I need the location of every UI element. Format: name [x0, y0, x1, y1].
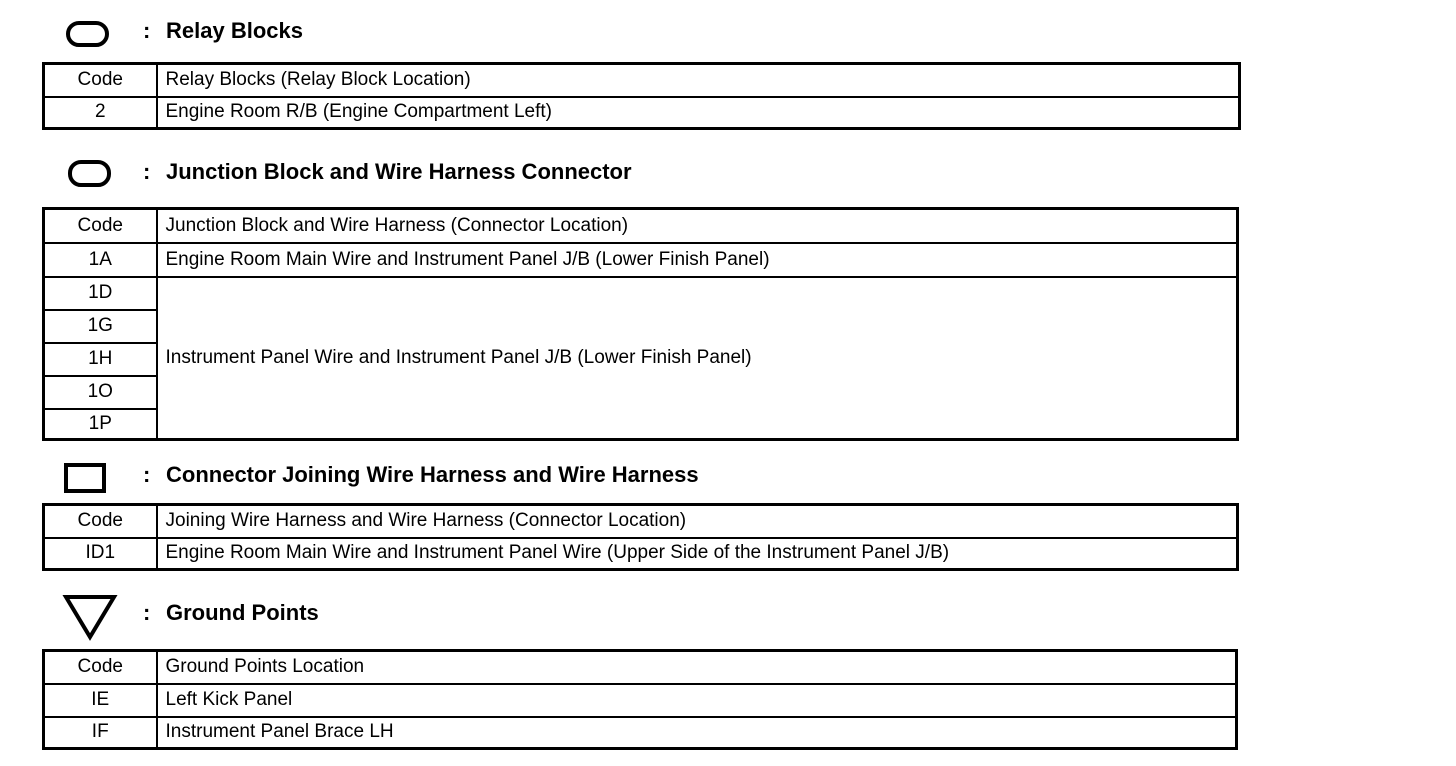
section-title: Junction Block and Wire Harness Connector: [166, 159, 632, 184]
triangle-down-icon: [62, 593, 118, 641]
row-code: 1G: [44, 310, 157, 343]
section-title: Connector Joining Wire Harness and Wire Harness: [166, 462, 699, 487]
row-code: 1P: [44, 409, 157, 440]
row-description: Engine Room R/B (Engine Compartment Left): [157, 97, 1240, 129]
row-code: 1A: [44, 243, 157, 277]
row-code: IE: [44, 684, 157, 717]
rectangle-icon: [64, 463, 106, 493]
table-header-row: [44, 209, 1238, 243]
grouped-description: Instrument Panel Wire and Instrument Panel J/B (Lower Finish Panel): [157, 277, 1238, 440]
table-row: [44, 277, 1238, 310]
colon: :: [143, 600, 151, 625]
section-title: Ground Points: [166, 600, 319, 625]
row-code: 1H: [44, 343, 157, 376]
rounded-rectangle-icon: [68, 160, 111, 187]
header-description: Joining Wire Harness and Wire Harness (Connector Location): [157, 505, 1238, 538]
row-code: IF: [44, 717, 157, 749]
rounded-rectangle-icon: [66, 21, 109, 47]
colon: :: [143, 159, 151, 184]
row-code: 1D: [44, 277, 157, 310]
row-description: Engine Room Main Wire and Instrument Panel J/B (Lower Finish Panel): [157, 243, 1238, 277]
row-description: Engine Room Main Wire and Instrument Panel Wire (Upper Side of the Instrument Panel J/B): [157, 538, 1238, 570]
header-code: Code: [44, 651, 157, 684]
row-code: ID1: [44, 538, 157, 570]
table-row: [44, 97, 1240, 129]
ground-points-table: [42, 649, 1238, 750]
junction-block-table: [42, 207, 1239, 441]
row-code: 1O: [44, 376, 157, 409]
table-row: [44, 717, 1237, 749]
relay-blocks-table: [42, 62, 1241, 130]
section-title: Relay Blocks: [166, 18, 303, 43]
table-row: [44, 684, 1237, 717]
table-header-row: [44, 64, 1240, 97]
table-row: [44, 538, 1238, 570]
row-description: Instrument Panel Brace LH: [157, 717, 1237, 749]
colon: :: [143, 462, 151, 487]
header-code: Code: [44, 209, 157, 243]
header-description: Relay Blocks (Relay Block Location): [157, 64, 1240, 97]
header-description: Junction Block and Wire Harness (Connector Location): [157, 209, 1238, 243]
table-header-row: [44, 505, 1238, 538]
colon: :: [143, 18, 151, 43]
header-code: Code: [44, 64, 157, 97]
row-description: Left Kick Panel: [157, 684, 1237, 717]
table-header-row: [44, 651, 1237, 684]
header-description: Ground Points Location: [157, 651, 1237, 684]
row-code: 2: [44, 97, 157, 129]
connector-joining-table: [42, 503, 1239, 571]
header-code: Code: [44, 505, 157, 538]
table-row: [44, 243, 1238, 277]
